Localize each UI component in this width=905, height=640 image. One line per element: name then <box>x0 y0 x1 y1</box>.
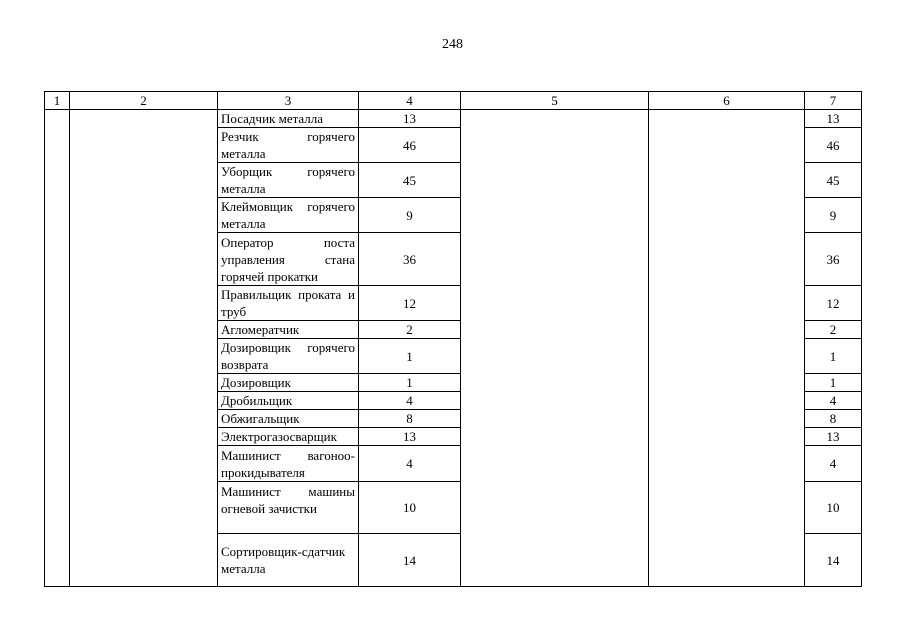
header-col-4: 4 <box>359 92 461 110</box>
value-col-4: 12 <box>359 286 461 321</box>
value-col-7: 13 <box>805 110 862 128</box>
header-col-2: 2 <box>70 92 218 110</box>
value-col-4: 14 <box>359 534 461 587</box>
value-col-7: 12 <box>805 286 862 321</box>
occupation-name: Обжигальщик <box>218 410 359 428</box>
value-col-7: 14 <box>805 534 862 587</box>
value-col-4: 1 <box>359 374 461 392</box>
value-col-7: 9 <box>805 198 862 233</box>
value-col-4: 46 <box>359 128 461 163</box>
occupation-name: Машинист машины огневой зачистки <box>218 482 359 534</box>
value-col-4: 9 <box>359 198 461 233</box>
value-col-7: 2 <box>805 321 862 339</box>
value-col-7: 8 <box>805 410 862 428</box>
value-col-4: 13 <box>359 110 461 128</box>
occupation-name: Сортировщик-сдатчик металла <box>218 534 359 587</box>
value-col-4: 13 <box>359 428 461 446</box>
header-col-7: 7 <box>805 92 862 110</box>
col-1-cell <box>45 110 70 587</box>
value-col-4: 2 <box>359 321 461 339</box>
occupation-name: Дробильщик <box>218 392 359 410</box>
occupation-name: Посадчик металла <box>218 110 359 128</box>
occupation-name: Дозировщик <box>218 374 359 392</box>
header-row <box>45 92 862 110</box>
occupation-name: Дозировщик горячего возврата <box>218 339 359 374</box>
value-col-7: 1 <box>805 339 862 374</box>
header-col-3: 3 <box>218 92 359 110</box>
col-6-cell <box>649 110 805 587</box>
value-col-4: 8 <box>359 410 461 428</box>
col-2-cell <box>70 110 218 587</box>
value-col-7: 4 <box>805 446 862 482</box>
value-col-4: 1 <box>359 339 461 374</box>
value-col-7: 1 <box>805 374 862 392</box>
value-col-4: 4 <box>359 392 461 410</box>
value-col-7: 4 <box>805 392 862 410</box>
occupation-name: Клеймовщик горячего металла <box>218 198 359 233</box>
table-row <box>45 110 862 128</box>
value-col-7: 13 <box>805 428 862 446</box>
header-col-1: 1 <box>45 92 70 110</box>
value-col-4: 4 <box>359 446 461 482</box>
value-col-4: 10 <box>359 482 461 534</box>
value-col-7: 46 <box>805 128 862 163</box>
occupation-name: Электрогазосварщик <box>218 428 359 446</box>
value-col-4: 45 <box>359 163 461 198</box>
value-col-7: 36 <box>805 233 862 286</box>
occupation-name: Уборщик горячего металла <box>218 163 359 198</box>
occupation-name: Правильщик проката и труб <box>218 286 359 321</box>
occupations-table <box>44 91 862 587</box>
header-col-6: 6 <box>649 92 805 110</box>
col-5-cell <box>461 110 649 587</box>
occupation-name: Агломератчик <box>218 321 359 339</box>
occupation-name: Резчик горячего металла <box>218 128 359 163</box>
value-col-7: 10 <box>805 482 862 534</box>
page-number: 248 <box>442 37 463 52</box>
occupation-name: Машинист вагоноо-прокидывателя <box>218 446 359 482</box>
value-col-4: 36 <box>359 233 461 286</box>
value-col-7: 45 <box>805 163 862 198</box>
occupation-name: Оператор поста управления стана горячей прокатки <box>218 233 359 286</box>
header-col-5: 5 <box>461 92 649 110</box>
